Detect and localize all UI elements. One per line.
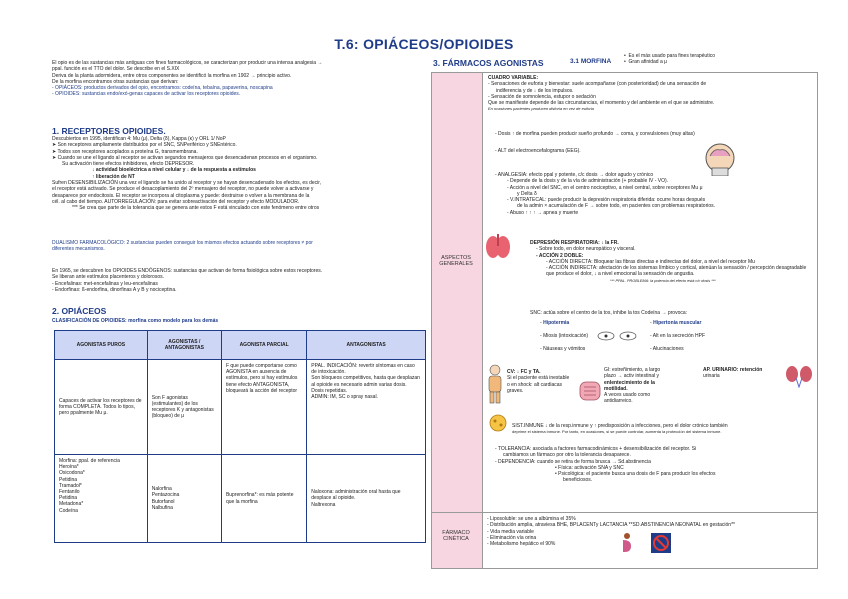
snc-item: - Náuseas y vómitos xyxy=(540,346,586,352)
table-cell xyxy=(55,455,148,543)
table-header: AGONISTAS PUROS xyxy=(55,331,148,360)
snc-line: SNC: actúa sobre el centro de la tos, inhibe la tos Codeína → provoca: xyxy=(530,310,688,316)
tolerancia-block xyxy=(495,446,815,484)
side-label-cinetica: FÁRMACO CINÉTICA xyxy=(442,530,470,542)
snc-item-text: Miosis (intoxicación) xyxy=(543,333,589,339)
receptores-line: Descubiertos en 1995, identifican 4: Mu (μ), Delta (δ), Kappa (κ) y ORL 1/ NoP xyxy=(52,136,226,142)
list-item: Nalorfina xyxy=(151,486,172,493)
table-cell xyxy=(307,455,426,543)
snc-item: - Hipertonía muscular xyxy=(650,320,702,326)
gi-block xyxy=(604,367,699,405)
cv-line: CV: ↓ FC y TA. xyxy=(507,369,541,375)
table-cell: Son F agonistas (estimulantes) de los receptores K y antagonistas (bloqueo) de μ xyxy=(147,360,221,455)
cuadro-line: Que se manifieste depende de las circunstancias, el momento y del ambiente en el que se administre. xyxy=(488,100,715,107)
list-item: Son bloqueos competitivos, hasta que desplazan al opioide es necesario admin varias dosis. xyxy=(311,375,420,388)
resp-line: *** PPAL. PROBLEMA: la potencia del efecto está c/c dosis *** xyxy=(610,278,716,283)
snc-grid xyxy=(540,320,820,360)
intro-line: - OPIÁCEOS: productos derivados del opio, encontramos: codeína, tebaína, papaverina, noscapina xyxy=(52,85,273,92)
receptores-line: *** Se crea que parte de la tolerancia que se genera ante estos F está vinculado con este fenómeno entre otros xyxy=(72,205,320,212)
intro-line: De la morfina encontramos otras sustancias que derivan: xyxy=(52,78,179,85)
section-opiaceos-title: 2. OPIÁCEOS xyxy=(52,306,107,316)
list-item: Naloxona: administración oral hasta que desplace al opioide. xyxy=(311,489,401,502)
receptores-line: Su activación tiene efectos inhibidores, efecto DEPRESOR. xyxy=(62,161,195,168)
receptores-line: ➤ Son receptores ampliamente distribuidos por el SNC, SNPeriférico y SNEntérico. xyxy=(52,142,237,149)
tol-line: cambiamos un fármaco por otro la tolerancia desaparece. xyxy=(503,452,631,459)
cv-line: Si el paciente está inestable xyxy=(507,375,570,382)
endogenos-line: Se liberan ante estímulos placenteros y dolorosos. xyxy=(52,274,165,281)
cinetica-line: - Liposoluble: se une a albúmina el 35% xyxy=(487,516,576,522)
list-item: Heroína* xyxy=(59,464,79,471)
virus-icon xyxy=(486,410,510,436)
endogenos-line: - Endorfinas: ß-endorfina, dinorfinas A y B y nociceptina. xyxy=(52,286,177,293)
eyes-icon xyxy=(596,330,640,342)
receptores-line: desaparece por endocitosis. El receptor se incorpora al citoplasma y puede: destruirse o volver a la membrana de la xyxy=(52,192,310,199)
body-icon xyxy=(484,364,506,404)
cuadro-block xyxy=(488,75,813,113)
analgesia-line: - ANALGESIA: efecto ppal y potente, c/c dosis → dolor agudo y crónico xyxy=(495,172,654,178)
list-item: Dosis repetidas. xyxy=(311,387,348,394)
bullet-text: Es el más usado para fines terapéutico xyxy=(628,53,715,59)
list-item: Codeína xyxy=(59,507,78,514)
gi-line: plazo → activ intestinal y xyxy=(604,373,660,380)
receptores-line: el receptor está activado. Se produce el desacoplamiento del 2º mensajero del receptor, no puede volver a activarse y xyxy=(52,186,314,193)
inmune-line: SIST.INMUNE ↓ de la resp.inmune y ↑ predisposición a infecciones, pero el dolor crónico también xyxy=(512,423,728,429)
receptores-line: ➤ Cuando se une el ligando al receptor se activan segundos mensajeros que desencadenan procesos en el organismo. xyxy=(52,154,318,161)
cuadro-line: - Sensación de somnolencia, estupor o sedación xyxy=(488,93,596,100)
list-item: Petidina xyxy=(59,476,78,483)
snc-item-text: Náuseas y vómitos xyxy=(543,346,586,352)
cv-line: o en shock: alt cardiacas xyxy=(507,381,563,388)
gi-line: A veces usado como xyxy=(604,392,651,399)
list-item: Butorfanol xyxy=(151,498,175,505)
page-title: T.6: OPIÁCEOS/OPIOIDES xyxy=(334,36,514,52)
table-cell xyxy=(307,360,426,455)
intro-line: Deriva de la planta adormidera, entre otros componentes se identificó la morfina en 1902 → principio activo. xyxy=(52,72,292,79)
section-agonistas-title: 3. FÁRMACOS AGONISTAS xyxy=(433,58,544,68)
resp-line: - ACCIÓN INDIRECTA: afectación de los sistemas límbico y cortical, atenúan la sensación / percepción desagradable que produce el dolor, ↓ a nivel emocional la sensación de angustia. xyxy=(546,265,807,278)
clasificacion-subtitle: CLASIFICACIÓN DE OPIOIDES: morfina como modelo para los demás xyxy=(52,318,219,324)
section-receptores-title: 1. RECEPTORES OPIOIDES. xyxy=(52,126,166,136)
no-lactation-icon xyxy=(650,532,672,554)
morfina-title: 3.1 MORFINA xyxy=(570,58,612,65)
table-header: ANTAGONISTAS xyxy=(307,331,426,360)
dualismo-block xyxy=(52,240,427,253)
endogenos-line: En 1965, se descubren los OPIOIDES ENDÓGENOS: sustancias que activan de forma fisiológica sobre estos receptores. xyxy=(52,268,323,274)
gi-line: enlentecimiento de la xyxy=(604,379,655,386)
table-row xyxy=(55,455,426,543)
cinetica-line: - Metabolismo hepático el 90% xyxy=(487,541,556,548)
inmune-block xyxy=(512,423,812,436)
resp-line: DEPRESIÓN RESPIRATORIA: ↓ la FR. xyxy=(530,240,619,246)
kidney-icon xyxy=(784,364,814,388)
list-item: Pentazocina xyxy=(151,492,180,499)
snc-item: - Alucinaciones xyxy=(650,346,684,352)
tol-line: - DEPENDENCIA: cuando se retira de forma brusca → Sd.abstinencia xyxy=(495,458,651,465)
tol-line: beneficiosos. xyxy=(563,477,593,484)
table-header: AGONISTAS / ANTAGONISTAS xyxy=(147,331,221,360)
receptores-line: ↑ liberación de NT xyxy=(92,173,135,180)
analgesia-block xyxy=(495,172,815,216)
list-item: PPAL. INDICACIÓN: revertir síntomas en caso de intoxicación. xyxy=(311,363,415,376)
cuadro-line: En ocasiones pacientes producen disforia en vez de euforia xyxy=(488,106,594,112)
snc-item: - Hipotermia xyxy=(540,320,570,326)
urinario-block xyxy=(703,367,781,380)
receptores-line: ↓ actividad bioeléctrica a nivel celular y ↓ de la respuesta a estímulos xyxy=(92,167,256,174)
eeg-line: - ALT del electroencefalograma (EEG). xyxy=(495,148,581,154)
pregnant-woman-icon xyxy=(617,532,637,554)
dualismo-line: diferentes mecanismos. xyxy=(52,246,105,253)
list-item: • Es el más usado para fines terapéutico xyxy=(624,53,715,59)
gi-line: motilidad. xyxy=(604,385,628,392)
tol-line: - TOLERANCIA: asociada a factores farmacodinámicos + desensibilización del receptor. Si xyxy=(495,446,697,452)
side-label-generales: ASPECTOS GENERALES xyxy=(439,255,473,267)
table-cell: Buprenorfina*: es más potente que la morfina xyxy=(221,455,306,543)
analgesia-line: - Depende de la dosis y de la vía de administración (+ probable IV - VO). xyxy=(507,178,669,185)
ap-line: AP. URINARIO: retención xyxy=(703,367,763,373)
tol-line: • Física: activación SNA y SNC xyxy=(555,464,624,471)
table-cell: F que puede comportarse como AGONISTA en ausencia de estímulos, pero si hay estímulos tiene efecto ANTAGONISTA, bloqueará la acción del receptor xyxy=(221,360,306,455)
intro-block xyxy=(52,60,422,98)
ap-line: urinaria xyxy=(703,373,720,380)
analgesia-line: - Acción a nivel del SNC, en el centro nociceptivo, a nivel central, sobre receptores Mu μ xyxy=(507,184,703,191)
resp-line: - ACCIÓN DIRECTA: Bloquear las fibras directas e indirectas del dolor, a nivel del receptor Mu xyxy=(546,258,755,265)
list-item: • Gran afinidad a μ xyxy=(624,59,667,66)
receptores-block xyxy=(52,136,427,212)
table-header: AGONISTA PARCIAL xyxy=(221,331,306,360)
intro-line: - OPIOIDES: sustancias endo/exó-genas capaces de activar los receptores opioides. xyxy=(52,91,241,98)
receptores-line: cél. al cabo del tiempo. AUTORREGULACIÓN: para evitar sobreactivación del receptor y efecto MODULADOR. xyxy=(52,198,300,205)
table-cell: Capaces de activar los receptores de forma COMPLETA. Todos lo tipos, pero ppalmente Mu μ. xyxy=(55,360,148,455)
receptores-line: ➤ Todos son receptores acoplados a proteína G, transmembrana. xyxy=(52,148,198,155)
cv-line: graves. xyxy=(507,387,524,394)
receptores-line: Sufren DESENSIBILIZACIÓN una vez el ligando se ha unido al receptor y se hayan desencadenado los efectos, es decir, xyxy=(52,180,322,187)
list-item: Fentanilo xyxy=(59,489,80,496)
list-item: Oxicodona* xyxy=(59,470,85,477)
morfina-bullets xyxy=(624,53,715,66)
analgesia-line: - Abuso ↑ ↑ ↑ → apnea y muerte xyxy=(507,209,579,216)
snc-item: - Alt en la secreción HPF xyxy=(650,333,706,339)
list-item: ADMIN: IM, SC o spray nasal. xyxy=(311,394,378,401)
inmune-line: deprime el sistema inmune. Por tanto, en ocasiones, si se puede controlar, aumenta la protección del sistema inmune. xyxy=(512,429,722,435)
cinetica-line: - Distribución amplia, atraviesa BHE, BPLACENTy LACTANCIA **SD.ABSTINENCIA NEONATAL en gestación** xyxy=(487,522,735,529)
analgesia-line: y Delta δ xyxy=(517,190,537,197)
snc-item-text: Alucinaciones xyxy=(652,346,684,352)
resp-line: - ACCIÓN 2 DOBLE: xyxy=(536,252,584,259)
dosis-line: - Dosis ↑ de morfina pueden producir sueño profundo → coma, y convulsiones (muy altas) xyxy=(495,131,695,137)
brain-head-icon xyxy=(700,140,740,176)
endogenos-block xyxy=(52,268,427,293)
snc-item-text: Hipotermia xyxy=(543,320,570,326)
lungs-icon xyxy=(484,232,512,260)
snc-item-text: Hipertonía muscular xyxy=(653,320,702,326)
cuadro-title: CUADRO VARIABLE: xyxy=(488,75,539,81)
gi-line: antidiarreico. xyxy=(604,398,633,405)
snc-item-text: Alt en la secreción HPF xyxy=(652,333,706,339)
resp-line: - Sobre todo, en dolor neuropático y visceral. xyxy=(536,246,636,253)
intro-line: El opio es de las sustancias más antiguas con fines farmacológicos, se caracterizan por producir una intensa analgesia → xyxy=(52,60,323,66)
snc-item: - Miosis (intoxicación) xyxy=(540,333,589,339)
analgesia-line: - V.INTRATECAL: puede producir la depresión respiratoria diferida: ocurre horas después xyxy=(507,197,706,204)
tol-line: • Psicológica: el paciente busca una dosis de F para producir los efectos xyxy=(555,471,716,478)
list-item: Naltrexona xyxy=(311,501,336,508)
table-row xyxy=(55,360,426,455)
list-item: Metadona* xyxy=(59,501,84,508)
side-panel-generales xyxy=(431,72,483,514)
cinetica-line: - Eliminación vía orina xyxy=(487,534,537,541)
dualismo-line: DUALISMO FARMACOLÓGICO: 2 sustancias pueden conseguir los mismos efectos actuando sobre receptores ≠ por xyxy=(52,240,313,246)
intro-line: ppal. función es el TTO del dolor. Se describe en el S.XIX xyxy=(52,66,180,73)
clasificacion-table xyxy=(54,330,426,543)
bullet-text: Gran afinidad a μ xyxy=(628,59,667,66)
list-item: Morfina: ppal. de referencia xyxy=(59,458,120,464)
divider xyxy=(481,512,817,513)
list-item: Petidina xyxy=(59,495,78,502)
intestine-icon xyxy=(578,380,602,402)
cinetica-line: - Vida media variable xyxy=(487,528,534,535)
list-item: Nalbufina xyxy=(151,504,173,511)
table-header-row xyxy=(55,331,426,360)
table-cell xyxy=(147,455,221,543)
cuadro-line: indiferencia y de ↓ de los impulsos. xyxy=(496,87,574,94)
list-item: Tramadol* xyxy=(59,482,82,489)
endogenos-line: - Encefalinas: met-encefalinas y leu-encefalinas xyxy=(52,280,158,287)
respiratoria-block xyxy=(530,240,815,284)
gi-line: GI: estreñimiento, a largo xyxy=(604,367,661,373)
analgesia-line: de la admin × acumulación de F → sobre todo, en pacientes con problemas respiratorios. xyxy=(517,203,716,210)
cuadro-line: - Sensaciones de euforia y bienestar: suele acompañarse (con posterioridad) de una sensación de xyxy=(488,81,707,88)
